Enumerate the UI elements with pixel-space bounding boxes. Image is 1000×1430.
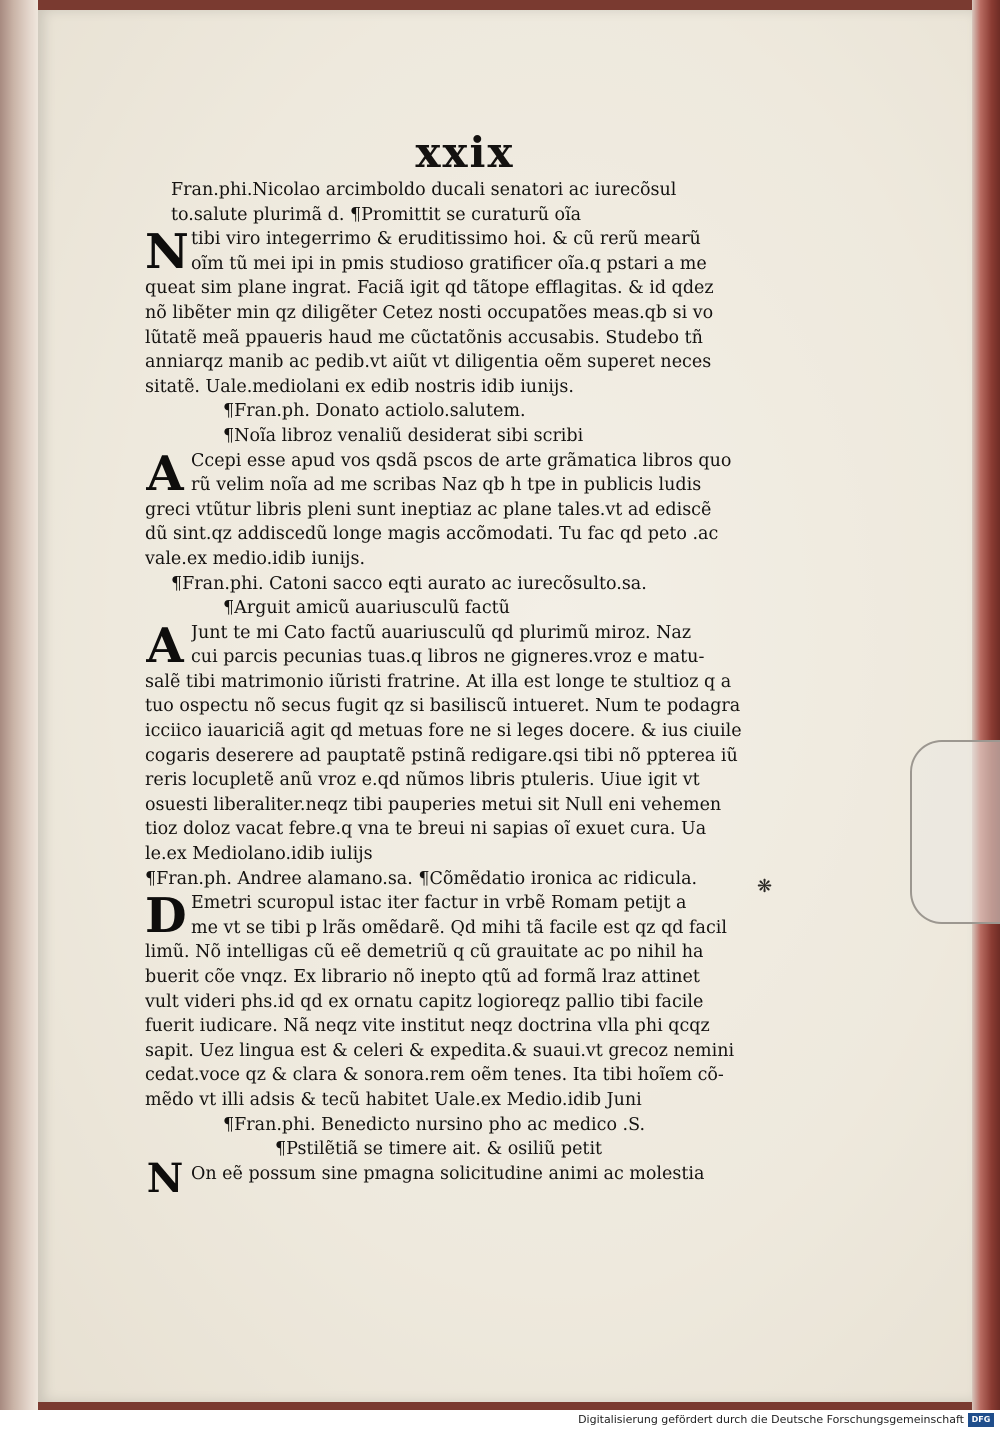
- text-line: greci vtũtur libris pleni sunt ineptiaz ac plane tales.vt ad ediscẽ: [145, 499, 712, 520]
- initial-letter: A: [146, 445, 184, 502]
- letter-heading: ¶Fran.ph. Donato actiolo.salutem.: [223, 401, 526, 422]
- letter-heading: ¶Fran.phi. Catoni sacco eqti aurato ac iurecõsulto.sa.: [171, 573, 647, 594]
- fleuron-ornament-icon: ❋: [757, 876, 773, 897]
- page-marker-clip: [910, 740, 1000, 924]
- letter-heading: ¶Fran.phi. Benedicto nursino pho ac medico .S.: [223, 1114, 646, 1135]
- text-line: cogaris deserere ad pauptatẽ pstinã redigare.qsi tibi nõ ppterea iũ: [145, 745, 738, 766]
- text-line: salẽ tibi matrimonio iũristi fratrine. At illa est longe te stultioz q a: [145, 671, 732, 692]
- letter-heading: ¶Pstilẽtiã se timere ait. & osiliũ petit: [275, 1139, 603, 1160]
- letter: [145, 178, 785, 399]
- text-line: sapit. Uez lingua est & celeri & expedita.& suaui.vt grecoz nemini: [145, 1040, 735, 1061]
- text-line: queat sim plane ingrat. Faciã igit qd tãtope efflagitas. & id qdez: [145, 278, 714, 299]
- letter-heading: ¶Fran.ph. Andree alamano.sa. ¶Cõmẽdatio ironica ac ridicula.: [145, 868, 698, 889]
- text-line: limũ. Nõ intelligas cũ eẽ demetriũ q cũ grauitate ac po nihil ha: [145, 942, 704, 963]
- text-line: mẽdo vt illi adsis & tecũ habitet Uale.ex Medio.idib Juni: [145, 1089, 642, 1110]
- initial-letter: N: [146, 1154, 184, 1202]
- letter: [145, 399, 785, 571]
- text-line: Junt te mi Cato factũ auariusculũ qd plurimũ miroz. Naz: [191, 622, 692, 643]
- text-line: le.ex Mediolano.idib iulijs: [145, 844, 373, 865]
- text-line: Ccepi esse apud vos qsdã pscos de arte grãmatica libros quo: [191, 450, 732, 471]
- letter-heading: Fran.phi.Nicolao arcimboldo ducali senatori ac iurecõsul: [171, 180, 677, 200]
- text-line: vult videri phs.id qd ex ornatu capitz logioreqz pallio tibi facile: [145, 991, 704, 1012]
- text-line: vale.ex medio.idib iunijs.: [145, 548, 366, 569]
- text-line: rũ velim noĩa ad me scribas Naz qb h tpe in publicis ludis: [191, 475, 702, 496]
- book-cover-edge: [972, 0, 1000, 1410]
- initial-letter: D: [145, 888, 187, 945]
- facing-page-edge: [0, 0, 38, 1410]
- text-line: sitatẽ. Uale.mediolani ex edib nostris idib iunijs.: [145, 376, 574, 397]
- text-line: tuo ospectu nõ secus fugit qz si basiliscũ intueret. Num te podagra: [145, 696, 741, 717]
- initial-letter: N: [145, 224, 189, 281]
- text-line: icciico iauariciã agit qd metuas fore ne si leges docere. & ius ciuile: [145, 721, 742, 742]
- text-line: buerit cõe vnqz. Ex librario nõ inepto qtũ ad formã lraz attinet: [145, 967, 700, 987]
- text-line: cedat.voce qz & clara & sonora.rem oẽm tenes. Ita tibi hoĩem cõ-: [145, 1065, 724, 1086]
- text-line: me vt se tibi p lrãs omẽdarẽ. Qd mihi tã facile est qz qd facil: [191, 917, 727, 938]
- letter: [145, 1113, 785, 1202]
- text-line: dũ sint.qz addiscedũ longe magis accõmodati. Tu fac qd peto .ac: [145, 524, 719, 545]
- letter-heading: ¶Arguit amicũ auariusculũ factũ: [223, 598, 510, 619]
- text-line: anniarqz manib ac pedib.vt aiũt vt diligentia oẽm superet neces: [145, 352, 712, 373]
- letter: [145, 572, 785, 867]
- text-line: tibi viro integerrimo & eruditissimo hoi. & cũ rerũ mearũ: [191, 229, 701, 250]
- text-line: oĩm tũ mei ipi in pmis studioso gratificer oĩa.q pstari a me: [191, 253, 707, 274]
- text-line: osuesti liberaliter.neqz tibi pauperies metui sit Null eni vehemen: [145, 794, 722, 815]
- folio-number: xxix: [415, 128, 515, 177]
- initial-letter: A: [146, 617, 184, 674]
- page-text: [145, 178, 785, 1202]
- text-line: tioz doloz vacat febre.q vna te breui ni sapias oĩ exuet cura. Ua: [145, 819, 707, 840]
- text-line: lũtatẽ meã ppaueris haud me cũctatõnis accusabis. Studebo tñ: [145, 327, 703, 348]
- letter-heading: to.salute plurimã d. ¶Promittit se curaturũ oĩa: [171, 204, 582, 225]
- letter-heading: ¶Noĩa libroz venaliũ desiderat sibi scribi: [223, 425, 584, 446]
- letter: [145, 867, 785, 1113]
- text-line: Emetri scuropul istac iter factur in vrbẽ Romam petijt a: [191, 893, 687, 914]
- text-line: nõ libẽter min qz diligẽter Cetez nosti occupatões meas.qb si vo: [145, 302, 714, 323]
- footer-bar: [0, 1410, 1000, 1430]
- text-line: reris locupletẽ anũ vroz e.qd nũmos libris ptuleris. Uiue igit vt: [145, 770, 700, 791]
- text-line: fuerit iudicare. Nã neqz vite institut neqz doctrina vlla phi qcqz: [145, 1016, 710, 1037]
- dfg-logo: DFG: [968, 1413, 994, 1427]
- text-line: On eẽ possum sine pmagna solicitudine animi ac molestia: [191, 1163, 705, 1184]
- text-line: cui parcis pecunias tuas.q libros ne gigneres.vroz e matu-: [191, 647, 705, 668]
- funding-credit: Digitalisierung gefördert durch die Deutsche Forschungsgemeinschaft: [578, 1413, 964, 1426]
